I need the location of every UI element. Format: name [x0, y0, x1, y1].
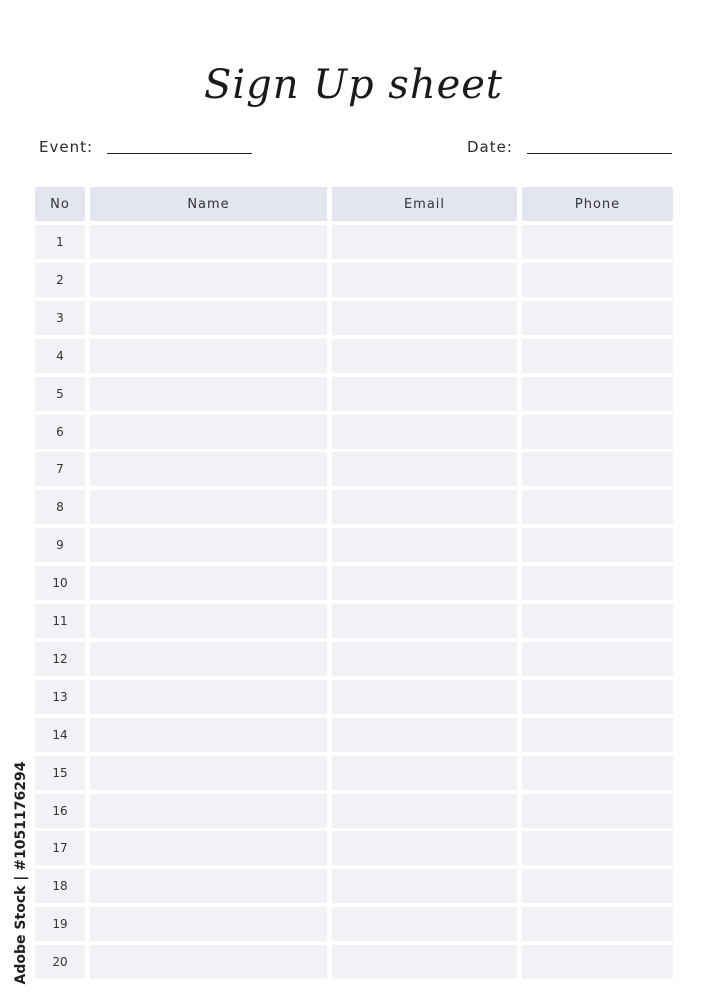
phone-cell[interactable] [522, 377, 673, 411]
name-cell[interactable] [90, 680, 327, 714]
row-number: 7 [35, 452, 85, 486]
row-number: 8 [35, 490, 85, 524]
email-cell[interactable] [332, 794, 517, 828]
table-row [35, 415, 673, 449]
name-cell[interactable] [90, 718, 327, 752]
name-cell[interactable] [90, 831, 327, 865]
phone-cell[interactable] [522, 794, 673, 828]
name-cell[interactable] [90, 490, 327, 524]
header-phone: Phone [522, 187, 673, 221]
email-cell[interactable] [332, 528, 517, 562]
phone-cell[interactable] [522, 528, 673, 562]
row-number: 16 [35, 794, 85, 828]
email-cell[interactable] [332, 680, 517, 714]
email-cell[interactable] [332, 907, 517, 941]
row-number: 20 [35, 945, 85, 979]
phone-cell[interactable] [522, 263, 673, 297]
email-cell[interactable] [332, 490, 517, 524]
name-cell[interactable] [90, 339, 327, 373]
name-cell[interactable] [90, 301, 327, 335]
row-number: 6 [35, 415, 85, 449]
table-row [35, 528, 673, 562]
table-row [35, 604, 673, 638]
phone-cell[interactable] [522, 452, 673, 486]
phone-cell[interactable] [522, 604, 673, 638]
phone-cell[interactable] [522, 415, 673, 449]
name-cell[interactable] [90, 907, 327, 941]
row-number: 11 [35, 604, 85, 638]
table-row [35, 680, 673, 714]
table-row [35, 794, 673, 828]
table-row [35, 377, 673, 411]
phone-cell[interactable] [522, 680, 673, 714]
stock-watermark [10, 760, 32, 985]
table-row [35, 831, 673, 865]
table-row [35, 869, 673, 903]
name-cell[interactable] [90, 263, 327, 297]
header-email: Email [332, 187, 517, 221]
table-row [35, 718, 673, 752]
row-number: 13 [35, 680, 85, 714]
email-cell[interactable] [332, 339, 517, 373]
name-cell[interactable] [90, 528, 327, 562]
row-number: 3 [35, 301, 85, 335]
email-cell[interactable] [332, 263, 517, 297]
table-row [35, 566, 673, 600]
row-number: 2 [35, 263, 85, 297]
email-cell[interactable] [332, 377, 517, 411]
email-cell[interactable] [332, 452, 517, 486]
phone-cell[interactable] [522, 718, 673, 752]
row-number: 1 [35, 225, 85, 259]
email-cell[interactable] [332, 566, 517, 600]
email-cell[interactable] [332, 225, 517, 259]
table-row [35, 452, 673, 486]
phone-cell[interactable] [522, 490, 673, 524]
name-cell[interactable] [90, 756, 327, 790]
name-cell[interactable] [90, 225, 327, 259]
phone-cell[interactable] [522, 907, 673, 941]
table-header-row [35, 187, 673, 221]
email-cell[interactable] [332, 945, 517, 979]
name-cell[interactable] [90, 794, 327, 828]
row-number: 15 [35, 756, 85, 790]
row-number: 4 [35, 339, 85, 373]
header-name: Name [90, 187, 327, 221]
email-cell[interactable] [332, 415, 517, 449]
table-row [35, 907, 673, 941]
row-number: 14 [35, 718, 85, 752]
table-row [35, 756, 673, 790]
name-cell[interactable] [90, 377, 327, 411]
table-row [35, 225, 673, 259]
phone-cell[interactable] [522, 339, 673, 373]
table-row [35, 945, 673, 979]
row-number: 10 [35, 566, 85, 600]
name-cell[interactable] [90, 415, 327, 449]
table-row [35, 339, 673, 373]
page-title: Sign Up sheet [203, 62, 503, 108]
email-cell[interactable] [332, 604, 517, 638]
table-row [35, 301, 673, 335]
name-cell[interactable] [90, 452, 327, 486]
date-label: Date: [467, 138, 513, 156]
email-cell[interactable] [332, 831, 517, 865]
row-number: 12 [35, 642, 85, 676]
row-number: 9 [35, 528, 85, 562]
watermark-text: Adobe Stock | #1051176294 [13, 761, 29, 984]
phone-cell[interactable] [522, 642, 673, 676]
date-blank-line[interactable] [527, 153, 672, 154]
row-number: 19 [35, 907, 85, 941]
name-cell[interactable] [90, 604, 327, 638]
phone-cell[interactable] [522, 756, 673, 790]
email-cell[interactable] [332, 718, 517, 752]
table-row [35, 263, 673, 297]
phone-cell[interactable] [522, 301, 673, 335]
phone-cell[interactable] [522, 869, 673, 903]
name-cell[interactable] [90, 945, 327, 979]
table-row [35, 642, 673, 676]
name-cell[interactable] [90, 566, 327, 600]
row-number: 5 [35, 377, 85, 411]
header-no: No [35, 187, 85, 221]
phone-cell[interactable] [522, 831, 673, 865]
row-number: 18 [35, 869, 85, 903]
email-cell[interactable] [332, 869, 517, 903]
name-cell[interactable] [90, 869, 327, 903]
email-cell[interactable] [332, 642, 517, 676]
event-blank-line[interactable] [107, 153, 252, 154]
row-number: 17 [35, 831, 85, 865]
name-cell[interactable] [90, 642, 327, 676]
phone-cell[interactable] [522, 945, 673, 979]
email-cell[interactable] [332, 756, 517, 790]
phone-cell[interactable] [522, 566, 673, 600]
phone-cell[interactable] [522, 225, 673, 259]
table-row [35, 490, 673, 524]
email-cell[interactable] [332, 301, 517, 335]
event-label: Event: [39, 138, 94, 156]
